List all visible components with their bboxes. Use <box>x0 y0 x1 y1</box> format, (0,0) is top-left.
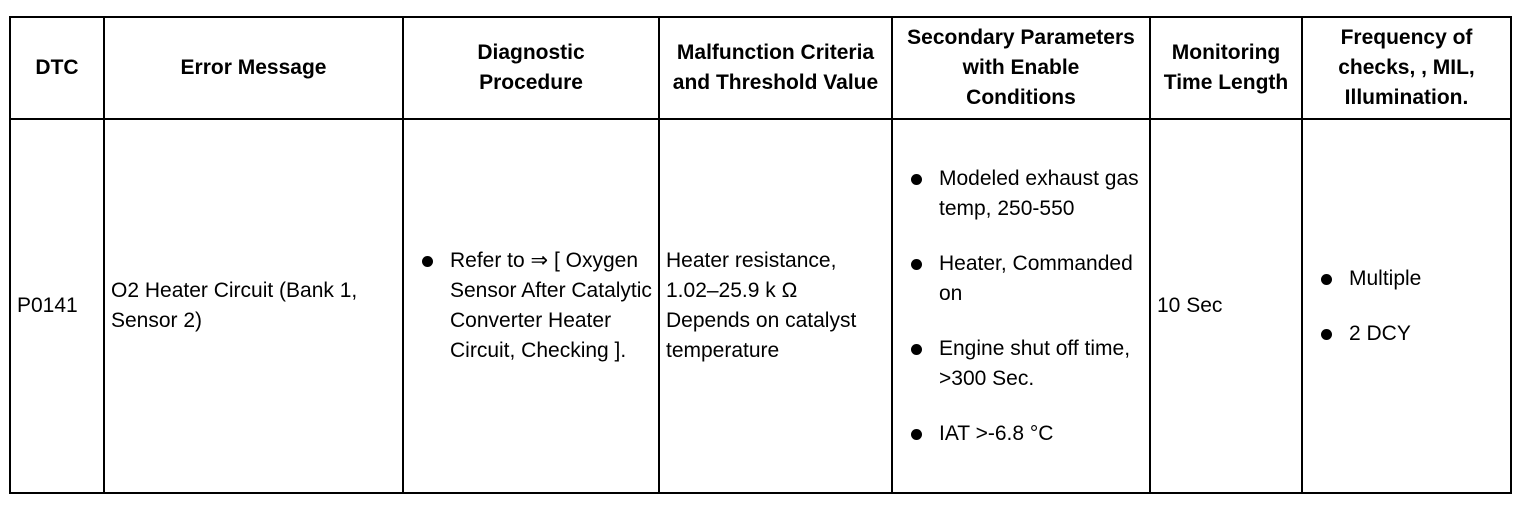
secondary-parameters-list <box>899 164 1143 449</box>
header-secondary-parameters: Secondary Parameters with Enable Conditions <box>892 17 1150 119</box>
cell-error-message: O2 Heater Circuit (Bank 1, Sensor 2) <box>104 119 403 493</box>
cell-secondary-parameters <box>892 119 1150 493</box>
secondary-parameter-item: Modeled exhaust gas temp, 250-550 <box>899 164 1143 224</box>
frequency-item: 2 DCY <box>1309 319 1504 349</box>
secondary-parameter-item: Engine shut off time, >300 Sec. <box>899 334 1143 394</box>
header-frequency: Frequency of checks, , MIL, Illumination. <box>1302 17 1511 119</box>
header-monitoring-time: Monitoring Time Length <box>1150 17 1302 119</box>
secondary-parameter-item: IAT >-6.8 °C <box>899 419 1143 449</box>
cell-monitoring-time: 10 Sec <box>1150 119 1302 493</box>
cell-frequency <box>1302 119 1511 493</box>
frequency-item: Multiple <box>1309 264 1504 294</box>
header-error-message: Error Message <box>104 17 403 119</box>
diagnostic-procedure-item: Refer to ⇒ [ Oxygen Sensor After Catalytic Converter Heater Circuit, Checking ]. <box>410 246 652 366</box>
header-dtc: DTC <box>10 17 104 119</box>
frequency-list <box>1309 264 1504 349</box>
cell-malfunction-criteria: Heater resistance, 1.02–25.9 k Ω Depends on catalyst temperature <box>659 119 892 493</box>
header-row <box>10 17 1511 119</box>
dtc-table <box>9 16 1512 494</box>
header-malfunction-criteria: Malfunction Criteria and Threshold Value <box>659 17 892 119</box>
diagnostic-procedure-list <box>410 246 652 366</box>
cell-dtc-code: P0141 <box>10 119 104 493</box>
cell-diagnostic-procedure <box>403 119 659 493</box>
table-row <box>10 119 1511 493</box>
secondary-parameter-item: Heater, Commanded on <box>899 249 1143 309</box>
header-diagnostic-procedure: Diagnostic Procedure <box>403 17 659 119</box>
